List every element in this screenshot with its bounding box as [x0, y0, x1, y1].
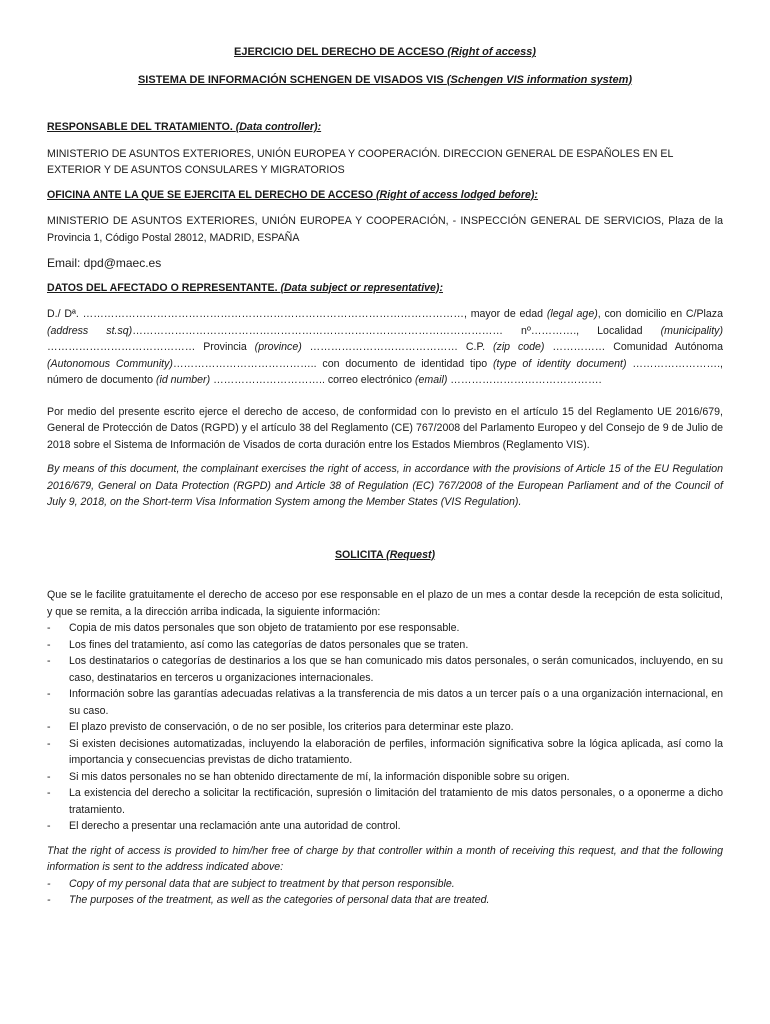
request-intro-en: That the right of access is provided to him/her free of charge by that controller within a month of receiving this request, and that the following information is sent to the address indicated above:: [47, 844, 723, 873]
form-text: , con domicilio en C/Plaza: [597, 308, 723, 320]
form-zip-field: …………… Comunidad Autónoma: [544, 341, 723, 353]
form-label-en: (id number): [155, 374, 211, 386]
form-document-field: ……………………., número de documento: [47, 357, 723, 386]
list-item: - Si mis datos personales no se han obtenido directamente de mí, la información disponible sobre su origen.: [47, 769, 723, 786]
controller-heading-text: RESPONSABLE DEL TRATAMIENTO.: [47, 121, 236, 133]
form-community-field: ………………………………….. con documento de identidad tipo: [172, 357, 493, 370]
request-list-es: [47, 620, 723, 835]
list-item: - Los destinatarios o categorías de destinarios a los que se han comunicado mis datos personales, o serán comunicados, incluyendo, en su caso, destinatarios en terceros u organizaciones internacionales.: [47, 653, 723, 686]
form-label-en: (province): [254, 341, 302, 353]
subject-heading-text: DATOS DEL AFECTADO O REPRESENTANTE.: [47, 281, 281, 294]
controller-heading: [47, 119, 723, 136]
subject-heading-translation: (Data subject or representative):: [280, 281, 443, 294]
list-item: - El plazo previsto de conservación, o de no ser posible, los criterios para determinar este plazo.: [47, 719, 723, 736]
form-label-en: (municipality): [660, 324, 723, 337]
request-heading-text: SOLICITA: [334, 548, 387, 561]
office-text: MINISTERIO DE ASUNTOS EXTERIORES, UNIÓN EUROPEA Y COOPERACIÓN, - INSPECCIÓN GENERAL DE SERVICIOS, Plaza de la Provincia 1, Código Postal 28012, MADRID, ESPAÑA: [47, 215, 723, 244]
list-item: - El derecho a presentar una reclamación ante una autoridad de control.: [47, 818, 723, 835]
form-label-en: (zip code): [493, 341, 545, 353]
list-item: - Si existen decisiones automatizadas, incluyendo la elaboración de perfiles, información significativa sobre la lógica aplicada, así como la importancia y consecuencias previstas de dicho tratamiento.: [47, 736, 723, 769]
list-item: - The purposes of the treatment, as well as the categories of personal data that are treated.: [47, 892, 723, 909]
form-id-field: ………………………….. correo electrónico: [210, 374, 415, 386]
request-list-en: [47, 876, 723, 909]
email-line: Email: dpd@maec.es: [47, 256, 162, 270]
request-heading: [47, 547, 723, 564]
list-item: - La existencia del derecho a solicitar la rectificación, supresión o limitación del tratamiento de mis datos personales, o a oponerme a dicho tratamiento.: [47, 785, 723, 818]
list-item: - Información sobre las garantías adecuadas relativas a la transferencia de mis datos a un tercer país o a una organización internacional, en su caso.: [47, 686, 723, 719]
office-heading: [47, 187, 723, 204]
request-heading-translation: (Request): [386, 548, 436, 561]
legal-basis-es: Por medio del presente escrito ejerce el derecho de acceso, de conformidad con lo previsto en el artículo 15 del Reglamento UE 2016/679, General de Protección de Datos (RGPD) y el artículo 38 del Reglamento (CE) 767/2008 del Parlamento Europeo y del Consejo de 9 de Julio de 2018 sobre el Sistema de Información de Visados de corta duración entre los Estados Miembros (Reglamento VIS).: [47, 405, 723, 451]
form-label-en: (email): [414, 374, 448, 386]
title-text: EJERCICIO DEL DERECHO DE ACCESO: [234, 46, 448, 58]
list-item: - Los fines del tratamiento, así como las categorías de datos personales que se traten.: [47, 637, 723, 654]
form-municipality-field: …………………………………… Provincia: [47, 341, 255, 353]
list-item: - Copia de mis datos personales que son objeto de tratamiento por ese responsable.: [47, 620, 723, 637]
form-name-field: D./ Dª. ………………………………………………………………………………………………, mayor de edad: [47, 308, 547, 320]
document-title: [47, 44, 723, 61]
subtitle-text: SISTEMA DE INFORMACIÓN SCHENGEN DE VISADOS VIS: [137, 73, 447, 86]
office-heading-text: OFICINA ANTE LA QUE SE EJERCITA EL DERECHO DE ACCESO: [47, 188, 377, 201]
controller-heading-translation: (Data controller):: [235, 121, 322, 133]
form-province-field: …………………………………… C.P.: [301, 341, 493, 353]
subject-heading: [47, 280, 723, 297]
list-item: - Copy of my personal data that are subject to treatment by that person responsible.: [47, 876, 723, 893]
form-label-en: (Autonomous Community): [47, 357, 173, 370]
office-heading-translation: (Right of access lodged before):: [376, 188, 538, 201]
controller-text: MINISTERIO DE ASUNTOS EXTERIORES, UNIÓN EUROPEA Y COOPERACIÓN. DIRECCION GENERAL DE ESPAÑOLES EN EL EXTERIOR Y DE ASUNTOS CONSULARES Y MIGRATORIOS: [47, 147, 673, 176]
title-translation: (Right of access): [447, 46, 536, 58]
request-intro-es: Que se le facilite gratuitamente el derecho de acceso por ese responsable en el plazo de un mes a contar desde la recepción de esta solicitud, y que se remita, a la dirección arriba indicada, la siguiente información:: [47, 589, 723, 618]
legal-basis-en: By means of this document, the complainant exercises the right of access, in accordance with the provisions of Article 15 of the EU Regulation 2016/679, General on Data Protection (RGPD) and Article 38 of Regulation (EC) 767/2008 of the European Parliament and of the Council of July 9, 2018, on the Short-term Visa Information System among the Member States (VIS Regulation).: [47, 463, 723, 508]
form-label-en: (legal age): [546, 308, 598, 320]
document-page: [47, 44, 723, 909]
form-address-field: …………………………………………………………………………………………… nº…………., Localidad: [132, 324, 661, 337]
form-label-en: (type of identity document): [492, 357, 627, 370]
form-email-field: …………………………………….: [447, 374, 602, 386]
form-label-en: (address st.sq): [47, 324, 133, 337]
subtitle-translation: (Schengen VIS information system): [446, 73, 633, 86]
document-subtitle: [47, 72, 723, 89]
data-subject-form: [47, 306, 723, 389]
